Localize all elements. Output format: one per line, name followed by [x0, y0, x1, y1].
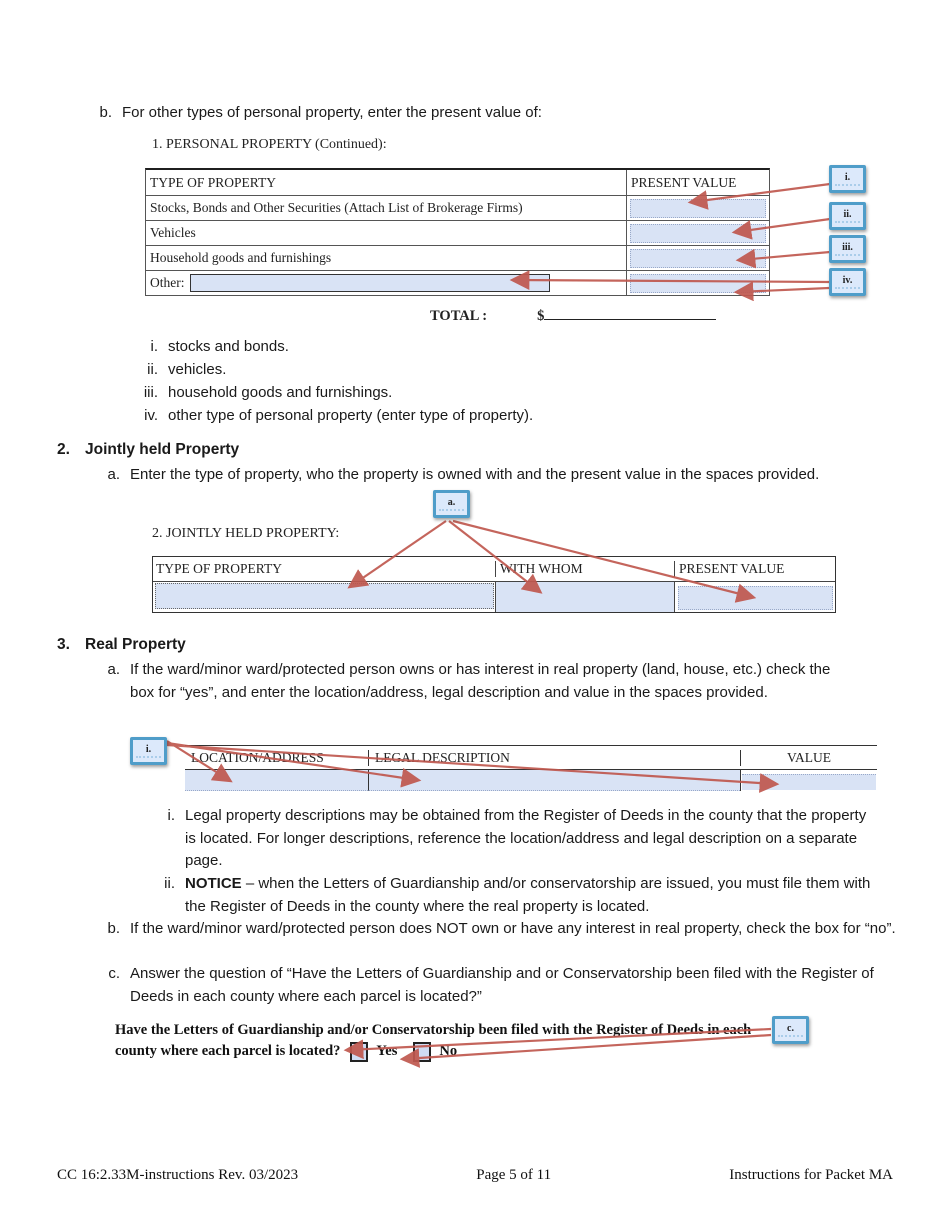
personal-property-table	[145, 168, 770, 296]
section2-item-a	[104, 464, 852, 487]
question-line2: county where each parcel is located?	[115, 1043, 341, 1059]
item-text: Enter the type of property, who the property is owned with and the present value in the spaces provided.	[130, 466, 820, 483]
list-text: household goods and furnishings.	[168, 384, 393, 401]
location-address-field[interactable]	[185, 770, 368, 791]
callout-dots	[778, 1035, 803, 1037]
table-header-row	[153, 557, 835, 582]
row-label-stocks: Stocks, Bonds and Other Securities (Attach List of Brokerage Firms)	[150, 200, 523, 215]
callout-dots	[136, 756, 161, 758]
present-value-cell	[626, 196, 769, 220]
section3-item-b	[104, 918, 904, 941]
stocks-value-field[interactable]	[630, 199, 766, 218]
present-value-field[interactable]	[678, 586, 833, 610]
section2-number: 2.	[57, 441, 70, 458]
col-present-value-header: PRESENT VALUE	[674, 561, 835, 577]
table-input-row	[153, 582, 835, 612]
list-text: other type of personal property (enter type of property).	[168, 407, 534, 424]
item-marker: ii.	[164, 875, 175, 892]
callout-box-ii	[829, 202, 866, 230]
letters-filed-question	[115, 1020, 790, 1062]
callout-box-c	[772, 1016, 809, 1044]
page-footer	[57, 1167, 893, 1184]
list-text: stocks and bonds.	[168, 338, 289, 355]
item-marker: b.	[107, 920, 120, 937]
list-item	[128, 336, 828, 359]
callout-label: iii.	[842, 242, 853, 253]
list-item	[128, 382, 828, 405]
col-type-of-property-header: TYPE OF PROPERTY	[150, 174, 276, 190]
callout-label: i.	[145, 744, 152, 755]
callout-label: ii.	[843, 209, 852, 220]
value-field[interactable]	[742, 774, 876, 790]
total-label: TOTAL :	[430, 308, 488, 324]
row-other	[146, 274, 626, 292]
notice-text: – when the Letters of Guardianship and/or conservatorship are issued, you must file them with the Register of Deeds in the county where the real property is located.	[185, 875, 871, 915]
row-label-other: Other:	[150, 275, 185, 290]
footer-form-number: CC 16:2.33M-instructions Rev. 03/2023	[57, 1167, 299, 1183]
list-item	[128, 359, 828, 382]
question-line1: Have the Letters of Guardianship and/or Conservatorship been filed with the Register of Deeds in each	[115, 1022, 752, 1038]
callout-dots	[835, 254, 860, 256]
col-value-header: VALUE	[740, 750, 877, 766]
section3-number: 3.	[57, 636, 70, 653]
callout-label: iv.	[842, 275, 853, 286]
footer-page-number: Page 5 of 11	[476, 1167, 552, 1183]
present-value-cell	[626, 246, 769, 270]
list-text: vehicles.	[168, 361, 227, 378]
list-marker: ii.	[147, 361, 158, 378]
value-cell	[740, 770, 877, 791]
section3-item-ii	[145, 873, 871, 918]
item-marker: a.	[107, 466, 120, 483]
col-present-value-header: PRESENT VALUE	[626, 170, 769, 195]
intro-marker: b.	[99, 104, 112, 121]
table-header-row	[146, 170, 769, 196]
type-cell	[153, 582, 495, 612]
total-line	[430, 306, 716, 325]
section2-heading	[57, 441, 239, 459]
list-item	[128, 405, 828, 428]
with-whom-field[interactable]	[495, 582, 674, 612]
section3-item-c	[104, 963, 909, 1008]
item-text	[185, 873, 871, 918]
callout-label: c.	[787, 1023, 794, 1034]
no-label: No	[439, 1043, 458, 1059]
table-row	[146, 246, 769, 271]
section3-item-i	[145, 805, 871, 873]
row-label-household: Household goods and furnishings	[150, 250, 332, 265]
table-row	[146, 221, 769, 246]
notice-label: NOTICE	[185, 875, 242, 892]
form1-title: 1. PERSONAL PROPERTY (Continued):	[152, 137, 387, 152]
callout-label: a.	[447, 497, 456, 508]
section2-title: Jointly held Property	[85, 441, 240, 458]
household-value-field[interactable]	[630, 249, 766, 268]
item-text: Legal property descriptions may be obtained from the Register of Deeds in the county that the property is located. For longer descriptions, reference the location/address and legal description on a separate page.	[185, 807, 867, 869]
total-amount-line[interactable]	[544, 306, 716, 320]
callout-box-a	[433, 490, 470, 518]
currency-sign: $	[537, 308, 545, 324]
callout-label: i.	[844, 172, 851, 183]
item-text: If the ward/minor ward/protected person does NOT own or have any interest in real property, check the box for “no”.	[130, 920, 896, 937]
footer-packet-name: Instructions for Packet MA	[729, 1167, 893, 1183]
callout-box-i	[829, 165, 866, 193]
callout-box-i-real-property	[130, 737, 167, 765]
list-marker: iii.	[143, 384, 158, 401]
yes-label: Yes	[376, 1043, 398, 1059]
table-row	[146, 271, 769, 296]
list-marker: iv.	[144, 407, 158, 424]
list-marker: i.	[150, 338, 158, 355]
section3-title: Real Property	[85, 636, 186, 653]
col-with-whom-header: WITH WHOM	[495, 561, 674, 577]
callout-dots	[835, 184, 860, 186]
callout-dots	[439, 509, 464, 511]
col-legal-description-header: LEGAL DESCRIPTION	[368, 750, 740, 766]
legal-description-field[interactable]	[368, 770, 740, 791]
jointly-held-property-table	[152, 556, 836, 613]
col-type-of-property-header: TYPE OF PROPERTY	[156, 561, 282, 576]
callout-box-iii	[829, 235, 866, 263]
yes-checkbox[interactable]	[350, 1042, 368, 1062]
table-header-row	[185, 746, 877, 770]
type-of-property-field[interactable]	[155, 583, 494, 609]
section3-heading	[57, 636, 186, 654]
intro-text: For other types of personal property, enter the present value of:	[122, 104, 542, 121]
table-input-row	[185, 770, 877, 791]
callout-box-iv	[829, 268, 866, 296]
item-marker: c.	[108, 965, 120, 982]
callout-dots	[835, 221, 860, 223]
value-cell	[674, 582, 835, 612]
item-marker: a.	[107, 661, 120, 678]
present-value-cell	[626, 271, 769, 295]
vehicles-value-field[interactable]	[630, 224, 766, 243]
other-value-field[interactable]	[630, 274, 766, 293]
section3-item-a	[104, 659, 856, 704]
form2-title: 2. JOINTLY HELD PROPERTY:	[152, 526, 340, 541]
present-value-cell	[626, 221, 769, 245]
other-type-input[interactable]	[190, 274, 550, 292]
intro-item-b	[96, 102, 856, 125]
no-checkbox[interactable]	[413, 1042, 431, 1062]
question-line2-row	[115, 1041, 790, 1062]
row-label-vehicles: Vehicles	[150, 225, 196, 240]
item-text: If the ward/minor ward/protected person owns or has interest in real property (land, house, etc.) check the box for “yes”, and enter the location/address, legal description and value in the spaces provided.	[130, 661, 831, 701]
item-marker: i.	[167, 807, 175, 824]
real-property-table	[185, 745, 877, 791]
callout-dots	[835, 287, 860, 289]
table-row	[146, 196, 769, 221]
col-location-address-header: LOCATION/ADDRESS	[191, 749, 324, 765]
item-text: Answer the question of “Have the Letters of Guardianship and or Conservatorship been filed with the Register of Deeds in each county where each parcel is located?”	[130, 965, 874, 1005]
